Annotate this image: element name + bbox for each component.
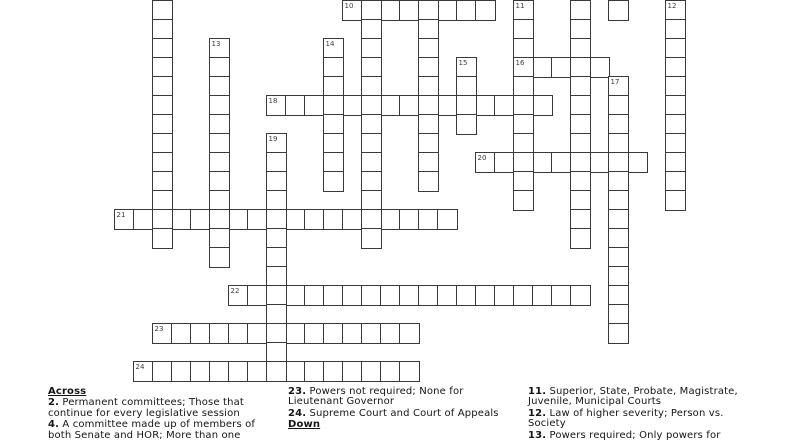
crossword-cell[interactable] (399, 209, 420, 230)
crossword-cell[interactable] (399, 323, 420, 344)
crossword-cell[interactable] (456, 0, 477, 21)
crossword-cell[interactable] (285, 323, 306, 344)
crossword-cell[interactable] (228, 323, 249, 344)
clue-section-header (288, 420, 526, 430)
crossword-cell[interactable] (152, 38, 173, 59)
cell-number: 15 (458, 58, 468, 67)
crossword-cell[interactable] (513, 19, 534, 40)
crossword-cell[interactable] (570, 190, 591, 211)
crossword-cell[interactable] (209, 361, 230, 382)
clue-number: 11. (528, 386, 547, 397)
crossword-cell[interactable] (380, 361, 401, 382)
crossword-cell[interactable] (570, 38, 591, 59)
crossword-cell[interactable] (475, 0, 496, 21)
crossword-cell[interactable] (323, 209, 344, 230)
crossword-cell[interactable] (513, 285, 534, 306)
crossword-cell[interactable] (475, 285, 496, 306)
clue-number: 12. (528, 407, 547, 419)
cell-number: 16 (515, 58, 525, 67)
crossword-cell[interactable] (361, 171, 382, 192)
crossword-cell[interactable] (418, 209, 439, 230)
crossword-cell[interactable] (190, 323, 211, 344)
crossword-cell[interactable] (171, 209, 192, 230)
crossword-cell[interactable] (323, 361, 344, 382)
crossword-cell[interactable] (380, 323, 401, 344)
crossword-cell[interactable] (361, 323, 382, 344)
crossword-cell[interactable] (418, 152, 439, 173)
crossword-cell[interactable] (266, 361, 287, 382)
clue-line: continue for every legislative session (48, 407, 240, 419)
crossword-cell[interactable] (532, 152, 553, 173)
crossword-cell[interactable] (608, 171, 629, 192)
crossword-cell[interactable] (570, 228, 591, 249)
cell-number: 10 (344, 1, 354, 10)
clue-number: 13. (528, 429, 547, 441)
crossword-cell[interactable] (361, 114, 382, 135)
crossword-cell[interactable] (665, 19, 686, 40)
cell-number: 24 (135, 362, 145, 371)
crossword-cell[interactable] (532, 57, 553, 78)
crossword-cell[interactable] (361, 190, 382, 211)
crossword-cell[interactable] (152, 361, 173, 382)
crossword-cell[interactable] (266, 285, 287, 306)
cell-number: 20 (477, 153, 487, 162)
crossword-cell[interactable] (285, 285, 306, 306)
crossword-cell[interactable] (304, 361, 325, 382)
crossword-cell[interactable] (418, 57, 439, 78)
crossword-cell[interactable] (608, 190, 629, 211)
crossword-cell[interactable] (361, 228, 382, 249)
crossword-cell[interactable] (418, 171, 439, 192)
clue-line: both Senate and HOR; More than one (48, 429, 241, 441)
clue-line: 4. A committee made up of members of (48, 419, 256, 431)
crossword-cell[interactable] (418, 76, 439, 97)
crossword-cell[interactable] (475, 95, 496, 116)
crossword-cell[interactable] (323, 57, 344, 78)
crossword-cell[interactable] (570, 133, 591, 154)
crossword-cell[interactable] (513, 95, 534, 116)
crossword-cell[interactable] (570, 19, 591, 40)
crossword-cell[interactable] (665, 57, 686, 78)
cell-number: 12 (667, 1, 677, 10)
crossword-cell[interactable] (209, 209, 230, 230)
crossword-cell[interactable] (285, 209, 306, 230)
crossword-cell[interactable] (266, 152, 287, 173)
crossword-cell[interactable] (152, 209, 173, 230)
crossword-cell[interactable] (399, 285, 420, 306)
crossword-cell[interactable] (665, 95, 686, 116)
crossword-cell[interactable] (228, 209, 249, 230)
crossword-cell[interactable] (570, 171, 591, 192)
clue-line: 11. Superior, State, Probate, Magistrate, (528, 386, 738, 397)
crossword-cell[interactable] (608, 95, 629, 116)
crossword-cell[interactable] (456, 95, 477, 116)
crossword-cell[interactable] (399, 361, 420, 382)
crossword-cell[interactable] (361, 285, 382, 306)
crossword-cell[interactable] (323, 285, 344, 306)
crossword-cell[interactable] (247, 285, 268, 306)
crossword-cell[interactable] (190, 361, 211, 382)
crossword-cell[interactable] (209, 228, 230, 249)
crossword-cell[interactable] (513, 76, 534, 97)
crossword-cell[interactable] (627, 152, 648, 173)
cell-number: 18 (268, 96, 278, 105)
crossword-cell[interactable] (570, 285, 591, 306)
crossword-cell[interactable] (608, 152, 629, 173)
cell-number: 17 (610, 77, 620, 86)
clue-item (48, 420, 286, 441)
crossword-cell[interactable] (285, 95, 306, 116)
cell-number: 14 (325, 39, 335, 48)
crossword-cell[interactable] (361, 133, 382, 154)
crossword-cell[interactable] (323, 171, 344, 192)
crossword-cell[interactable] (380, 209, 401, 230)
crossword-cell[interactable] (551, 57, 572, 78)
crossword-cell[interactable] (456, 114, 477, 135)
crossword-cell[interactable] (342, 361, 363, 382)
crossword-cell[interactable] (665, 38, 686, 59)
crossword-cell[interactable] (323, 323, 344, 344)
crossword-cell[interactable] (266, 190, 287, 211)
crossword-cell[interactable] (171, 361, 192, 382)
clue-line: Lieutenant Governor (288, 396, 395, 408)
crossword-cell[interactable] (418, 19, 439, 40)
clue-line: 2. Permanent committees; Those that (48, 397, 244, 409)
crossword-cell[interactable] (665, 171, 686, 192)
clue-line: Juvenile, Municipal Courts (528, 396, 662, 408)
crossword-cell[interactable] (266, 228, 287, 249)
crossword-cell[interactable] (608, 209, 629, 230)
crossword-cell[interactable] (513, 114, 534, 135)
clue-number: 24. (288, 407, 307, 419)
crossword-cell[interactable] (608, 323, 629, 344)
crossword-cell[interactable] (437, 209, 458, 230)
crossword-cell[interactable] (513, 38, 534, 59)
clue-column-2 (288, 387, 526, 432)
crossword-cell[interactable] (209, 247, 230, 268)
clue-line: 23. Powers not required; None for (288, 386, 464, 397)
crossword-cell[interactable] (190, 209, 211, 230)
crossword-cell[interactable] (608, 304, 629, 325)
crossword-cell[interactable] (152, 171, 173, 192)
crossword-cell[interactable] (437, 285, 458, 306)
clue-column-1 (48, 387, 286, 442)
crossword-cell[interactable] (342, 209, 363, 230)
crossword-cell[interactable] (266, 266, 287, 287)
crossword-cell[interactable] (399, 0, 420, 21)
crossword-cell[interactable] (608, 133, 629, 154)
crossword-cell[interactable] (266, 342, 287, 363)
crossword-cell[interactable] (399, 95, 420, 116)
crossword-cell[interactable] (551, 285, 572, 306)
crossword-cell[interactable] (570, 152, 591, 173)
crossword-cell[interactable] (570, 114, 591, 135)
crossword-cell[interactable] (342, 323, 363, 344)
crossword-cell[interactable] (513, 133, 534, 154)
crossword-cell[interactable] (608, 0, 629, 21)
crossword-cell[interactable] (380, 285, 401, 306)
crossword-cell[interactable] (361, 152, 382, 173)
cell-number: 23 (154, 324, 164, 333)
crossword-cell[interactable] (456, 76, 477, 97)
crossword-cell[interactable] (304, 323, 325, 344)
crossword-cell[interactable] (171, 323, 192, 344)
crossword-cell[interactable] (323, 76, 344, 97)
crossword-cell[interactable] (209, 171, 230, 192)
crossword-cell[interactable] (494, 152, 515, 173)
crossword-cell[interactable] (608, 228, 629, 249)
crossword-cell[interactable] (209, 57, 230, 78)
crossword-cell[interactable] (513, 171, 534, 192)
crossword-cell[interactable] (285, 361, 306, 382)
clue-item (288, 409, 526, 419)
cell-number: 22 (230, 286, 240, 295)
crossword-cell[interactable] (304, 95, 325, 116)
crossword-cell[interactable] (361, 76, 382, 97)
clue-line: 24. Supreme Court and Court of Appeals (288, 407, 499, 419)
clue-item (288, 387, 526, 408)
crossword-cell[interactable] (209, 152, 230, 173)
crossword-cell[interactable] (513, 190, 534, 211)
clue-number: 23. (288, 386, 307, 397)
clue-number: 2. (48, 397, 60, 409)
crossword-cell[interactable] (380, 95, 401, 116)
crossword-cell[interactable] (418, 285, 439, 306)
crossword-cell[interactable] (570, 57, 591, 78)
clue-number: 4. (48, 419, 60, 431)
crossword-cell[interactable] (152, 95, 173, 116)
down-header: Down (288, 419, 321, 431)
crossword-cell[interactable] (456, 285, 477, 306)
clue-line: 13. Powers required; Only powers for (528, 429, 721, 441)
clue-line: 12. Law of higher severity; Person vs. (528, 407, 724, 419)
clue-item (48, 398, 286, 419)
crossword-cell[interactable] (133, 209, 154, 230)
crossword-cell[interactable] (361, 57, 382, 78)
crossword-cell[interactable] (228, 361, 249, 382)
crossword-cell[interactable] (418, 114, 439, 135)
crossword-cell[interactable] (209, 190, 230, 211)
cell-number: 13 (211, 39, 221, 48)
crossword-cell[interactable] (418, 95, 439, 116)
clue-item (528, 431, 766, 441)
crossword-cell[interactable] (494, 285, 515, 306)
clue-item (528, 387, 766, 408)
crossword-cell[interactable] (665, 133, 686, 154)
crossword-cell[interactable] (266, 304, 287, 325)
crossword-cell[interactable] (570, 95, 591, 116)
clue-section-header (48, 387, 286, 397)
crossword-cell[interactable] (361, 0, 382, 21)
crossword-cell[interactable] (152, 152, 173, 173)
crossword-cell[interactable] (323, 152, 344, 173)
cell-number: 11 (515, 1, 525, 10)
crossword-cell[interactable] (380, 0, 401, 21)
crossword-cell[interactable] (209, 133, 230, 154)
crossword-cell[interactable] (361, 361, 382, 382)
crossword-cell[interactable] (418, 0, 439, 21)
crossword-cell[interactable] (209, 95, 230, 116)
crossword-cell[interactable] (608, 247, 629, 268)
crossword-cell[interactable] (304, 209, 325, 230)
crossword-cell[interactable] (418, 38, 439, 59)
crossword-cell[interactable] (665, 114, 686, 135)
crossword-cell[interactable] (570, 0, 591, 21)
crossword-cell[interactable] (361, 19, 382, 40)
crossword-cell[interactable] (266, 247, 287, 268)
crossword-cell[interactable] (570, 76, 591, 97)
crossword-cell[interactable] (266, 323, 287, 344)
crossword-cell[interactable] (665, 76, 686, 97)
crossword-cell[interactable] (152, 114, 173, 135)
crossword-cell[interactable] (342, 285, 363, 306)
crossword-cell[interactable] (589, 57, 610, 78)
crossword-cell[interactable] (665, 190, 686, 211)
crossword-cell[interactable] (323, 133, 344, 154)
crossword-cell[interactable] (570, 209, 591, 230)
crossword-cell[interactable] (152, 228, 173, 249)
crossword-cell[interactable] (247, 361, 268, 382)
crossword-cell[interactable] (209, 114, 230, 135)
cell-number: 19 (268, 134, 278, 143)
clue-column-3 (528, 387, 766, 442)
crossword-cell[interactable] (247, 323, 268, 344)
cell-number: 21 (116, 210, 126, 219)
crossword-cell[interactable] (209, 76, 230, 97)
clue-item (528, 409, 766, 430)
clue-line: Society (528, 418, 566, 430)
crossword-cell[interactable] (152, 76, 173, 97)
crossword-cell[interactable] (608, 114, 629, 135)
crossword-cell[interactable] (532, 285, 553, 306)
crossword-cell[interactable] (247, 209, 268, 230)
crossword-cell[interactable] (608, 266, 629, 287)
crossword-cell[interactable] (361, 38, 382, 59)
crossword-cell[interactable] (323, 114, 344, 135)
crossword-cell[interactable] (342, 95, 363, 116)
across-header: Across (48, 386, 87, 397)
crossword-cell[interactable] (152, 0, 173, 21)
crossword-cell[interactable] (304, 285, 325, 306)
crossword-cell[interactable] (532, 95, 553, 116)
crossword-cell[interactable] (266, 171, 287, 192)
crossword-cell[interactable] (209, 323, 230, 344)
crossword-cell[interactable] (551, 152, 572, 173)
crossword-cell[interactable] (589, 152, 610, 173)
crossword-cell[interactable] (323, 95, 344, 116)
crossword-cell[interactable] (152, 19, 173, 40)
crossword-cell[interactable] (152, 57, 173, 78)
crossword-cell[interactable] (418, 133, 439, 154)
crossword-cell[interactable] (608, 285, 629, 306)
crossword-cell[interactable] (437, 0, 458, 21)
crossword-cell[interactable] (152, 133, 173, 154)
crossword-cell[interactable] (513, 152, 534, 173)
crossword-cell[interactable] (361, 209, 382, 230)
crossword-cell[interactable] (266, 209, 287, 230)
crossword-cell[interactable] (665, 152, 686, 173)
crossword-cell[interactable] (152, 190, 173, 211)
crossword-cell[interactable] (361, 95, 382, 116)
crossword-cell[interactable] (494, 95, 515, 116)
crossword-cell[interactable] (437, 95, 458, 116)
